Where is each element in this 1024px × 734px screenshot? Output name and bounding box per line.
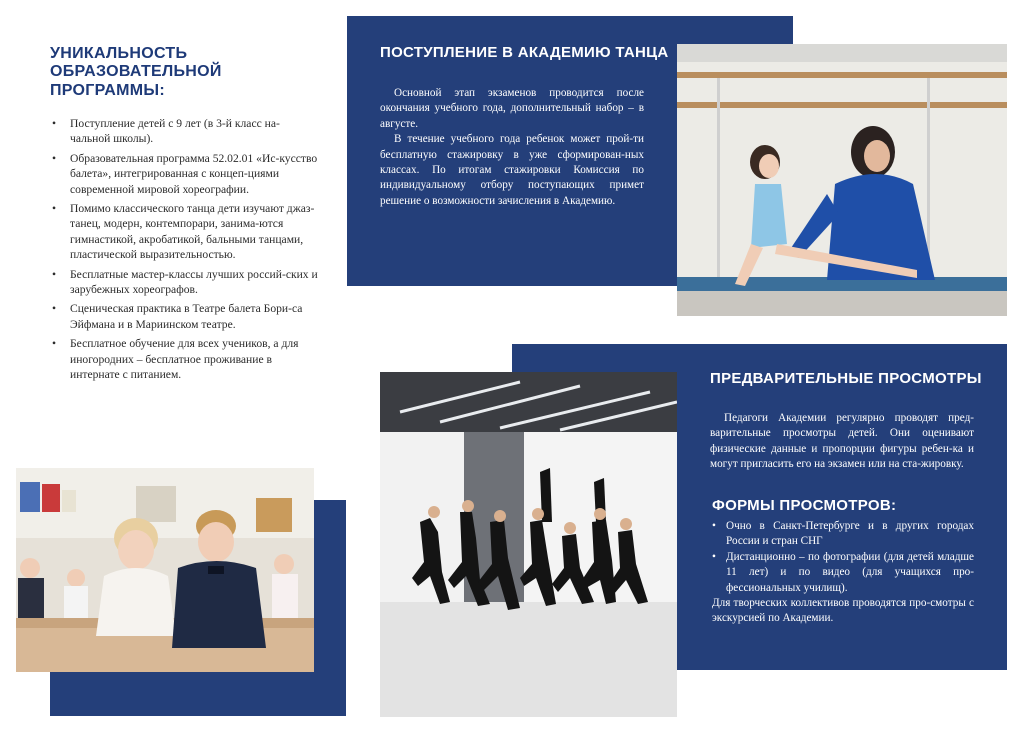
list-item: • Образовательная программа 52.02.01 «Ис-кусство балета», интегрированная с концеп-циями современной мировой хореографии. — [50, 151, 318, 197]
list-item: • Помимо классического танца дети изучают джаз-танец, модерн, контемпорари, занима-ются гимнастикой, акробатикой, бальными танцами, пластической выразительностью. — [50, 201, 318, 263]
list-item: • Бесплатные мастер-классы лучших россий-ских и зарубежных хореографов. — [50, 267, 318, 298]
admission-text — [380, 86, 644, 209]
stretching-photo — [677, 44, 1007, 316]
admission-paragraph: Основной этап экзаменов проводится после окончания учебного года, дополнительный набор – в августе. — [380, 87, 644, 130]
forms-heading: ФОРМЫ ПРОСМОТРОВ: — [712, 497, 897, 514]
preview-heading: ПРЕДВАРИТЕЛЬНЫЕ ПРОСМОТРЫ — [710, 370, 982, 387]
uniqueness-heading: УНИКАЛЬНОСТЬ ОБРАЗОВАТЕЛЬНОЙ ПРОГРАММЫ: — [50, 45, 222, 99]
dance-class-photo — [380, 372, 677, 717]
list-item: • Дистанционно – по фотографии (для детей младше 11 лет) и по видео (для учащихся про-фессиональных училищ). — [712, 550, 974, 596]
list-item: • Сценическая практика в Театре балета Бори-са Эйфмана и в Мариинском театре. — [50, 301, 318, 332]
list-item: • Очно в Санкт-Петербурге и в других городах России и стран СНГ — [712, 519, 974, 550]
admission-paragraph: В течение учебного года ребенок может прой-ти бесплатную стажировку в уже сформирован-ных классах. По итогам стажировки Комиссия по индивидуальному отбору поступающих примет решение о возможности зачисления в Академию. — [380, 133, 644, 207]
admission-heading: ПОСТУПЛЕНИЕ В АКАДЕМИЮ ТАНЦА — [380, 44, 669, 61]
preview-text: Педагоги Академии регулярно проводят пред-варительные просмотры детей. Они оценивают физические данные и пропорции фигуры ребен-ка и могут пригласить его на экзамен или на ста-жировку. — [710, 412, 974, 471]
forms-note: Для творческих коллективов проводятся про-смотры с экскурсией по Академии. — [712, 597, 974, 625]
uniqueness-list — [50, 116, 318, 387]
list-item: • Бесплатное обучение для всех учеников, а для иногородних – бесплатное проживание в интернате с питанием. — [50, 336, 318, 382]
forms-list — [712, 519, 974, 596]
list-item: • Поступление детей с 9 лет (в 3-й класс на-чальной школы). — [50, 116, 318, 147]
classroom-photo — [16, 468, 314, 672]
